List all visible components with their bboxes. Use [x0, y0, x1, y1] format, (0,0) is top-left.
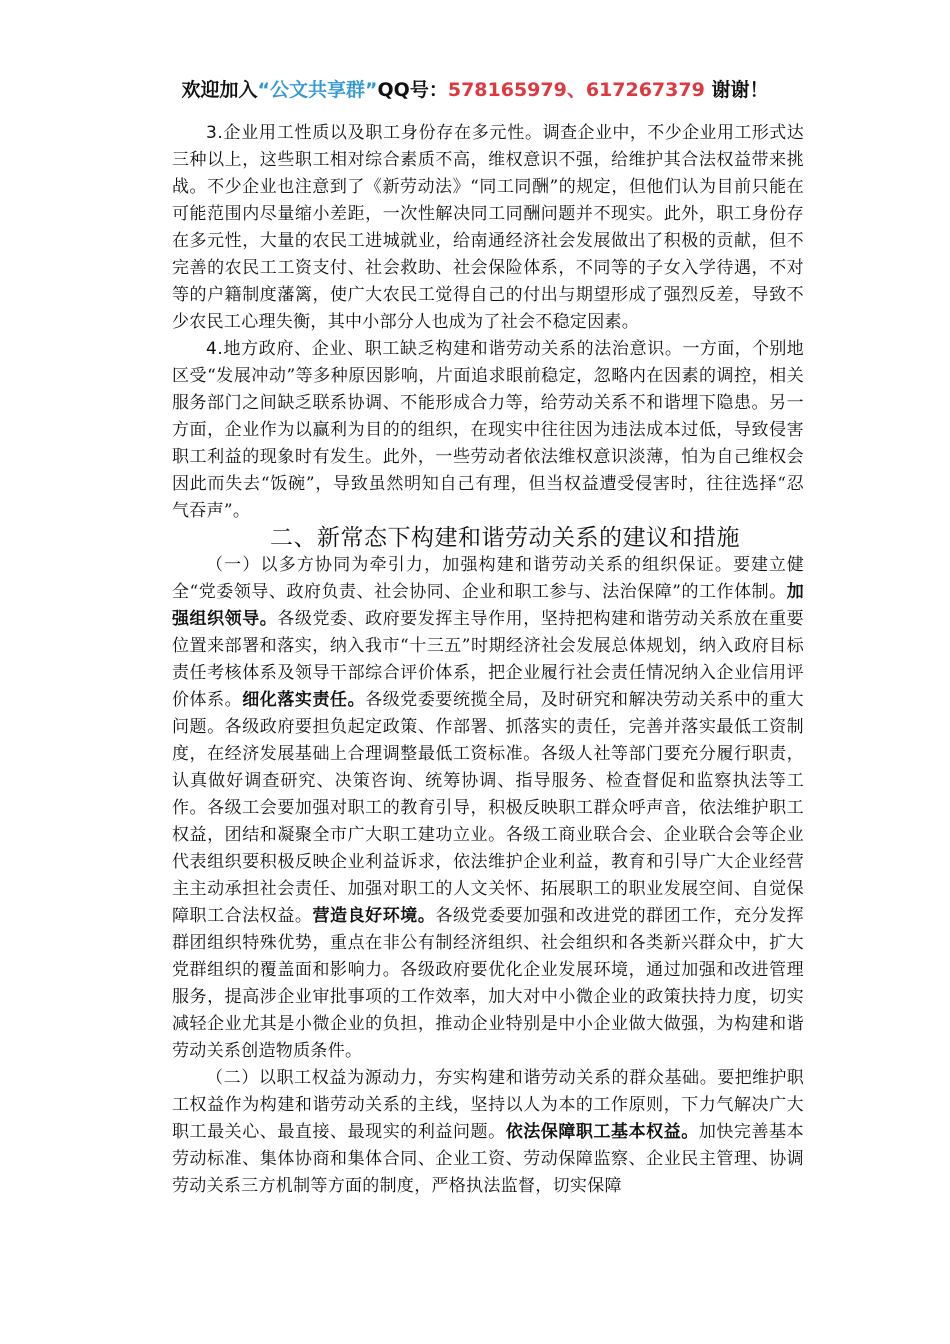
- paragraph-text: 各级党委要统揽全局，及时研究和解决劳动关系中的重大问题。各级政府要担负起定政策、作部署、抓落实的责任，完善并落实最低工资制度，在经济发展基础上合理调整最低工资标准。各级人社等部门要充分履行职责，认真做好调查研究、决策咨询、统筹协调、指导服务、检查督促和监察执法等工作。各级工会要加强对职工的教育引导，积极反映职工群众呼声音，依法维护职工权益，团结和凝聚全市广大职工建功立业。各级工商业联合会、企业联合会等企业代表组织要积极反映企业利益诉求，依法维护企业利益，教育和引导广大企业经营主主动承担社会责任、加强对职工的人文关怀、拓展职工的职业发展空间、自觉保障职工合法权益。: [172, 690, 804, 926]
- paragraph-lead: 3.企业用工性质以及职工身份存在多元性。: [206, 123, 543, 143]
- banner-qq-label: QQ号：: [377, 79, 448, 101]
- paragraph-text: 各级党委要加强和改进党的群团工作，充分发挥群团组织特殊优势，重点在非公有制经济组织、社会组织和各类新兴群众中，扩大党群组织的覆盖面和影响力。各级政府要优化企业发展环境，通过加强和改进管理服务，提高涉企业审批事项的工作效率，加大对中小微企业的政策扶持力度，切实减轻企业尤其是小微企业的负担，推动企业特别是中小企业做大做强，为构建和谐劳动关系创造物质条件。: [172, 906, 804, 1061]
- banner-thanks: 谢谢！: [711, 79, 769, 101]
- banner-prefix: 欢迎加入: [181, 79, 258, 101]
- paragraph-3: [172, 120, 804, 336]
- section-1-paragraph: [172, 552, 804, 1065]
- paragraph-lead: （二）以职工权益为源动力，夯实构建和谐劳动关系的群众基础。: [206, 1068, 718, 1088]
- bold-phrase: 细化落实责任。: [242, 690, 366, 710]
- paragraph-lead: （一）以多方协同为牵引力，加强构建和谐劳动关系的组织保证。: [206, 555, 734, 575]
- bold-phrase: 营造良好环境。: [312, 906, 436, 926]
- section-heading: 二、新常态下构建和谐劳动关系的建议和措施: [270, 525, 740, 551]
- paragraph-4: [172, 336, 804, 525]
- bold-phrase: 加强组织领导。: [172, 582, 804, 629]
- paragraph-text: 加快完善基本劳动标准、集体协商和集体合同、企业工资、劳动保障监察、企业民主管理、协调劳动关系三方机制等方面的制度，严格执法监督，切实保障: [172, 1122, 804, 1196]
- document-body: [172, 120, 804, 1200]
- paragraph-text: 各级党委、政府要发挥主导作用，坚持把构建和谐劳动关系放在重要位置来部署和落实，纳入我市“十三五”时期经济社会发展总体规划，纳入政府目标责任考核体系及领导干部综合评价体系，把企业履行社会责任情况纳入企业信用评价体系。: [172, 609, 804, 710]
- promo-banner: [0, 75, 950, 102]
- banner-group-name: “公文共享群”: [257, 79, 378, 101]
- paragraph-text: 调查企业中，不少企业用工形式达三种以上，这些职工相对综合素质不高，维权意识不强，给维护其合法权益带来挑战。不少企业也注意到了《新劳动法》“同工同酬”的规定，但他们认为目前只能在可能范围内尽量缩小差距，一次性解决同工同酬问题并不现实。此外，职工身份存在多元性，大量的农民工进城就业，给南通经济社会发展做出了积极的贡献，但不完善的农民工工资支付、社会救助、社会保险体系，不同等的子女入学待遇，不对等的户籍制度藩篱，使广大农民工觉得自己的付出与期望形成了强烈反差，导致不少农民工心理失衡，其中小部分人也成为了社会不稳定因素。: [172, 123, 805, 332]
- banner-qq-numbers: 578165979、617267379: [447, 79, 705, 101]
- paragraph-text: 一方面，个别地区受“发展冲动”等多种原因影响，片面追求眼前稳定，忽略内在因素的调控，相关服务部门之间缺乏联系协调、不能形成合力等，给劳动关系不和谐埋下隐患。另一方面，企业作为以赢利为目的的组织，在现实中往往因为违法成本过低，导致侵害职工利益的现象时有发生。此外，一些劳动者依法维权意识淡薄，怕为自己维权会因此而失去“饭碗”，导致虽然明知自己有理，但当权益遭受侵害时，往往选择“忍气吞声”。: [172, 339, 804, 521]
- paragraph-text: 要建立健全“党委领导、政府负责、社会协同、企业和职工参与、法治保障”的工作体制。: [172, 555, 805, 602]
- bold-phrase: 依法保障职工基本权益。: [505, 1122, 699, 1142]
- section-2-paragraph: [172, 1065, 804, 1200]
- paragraph-lead: 4.地方政府、企业、职工缺乏构建和谐劳动关系的法治意识。: [206, 339, 683, 359]
- paragraph-text: 要把维护职工权益作为构建和谐劳动关系的主线，坚持以人为本的工作原则，下力气解决广大职工最关心、最直接、最现实的利益问题。: [172, 1068, 805, 1142]
